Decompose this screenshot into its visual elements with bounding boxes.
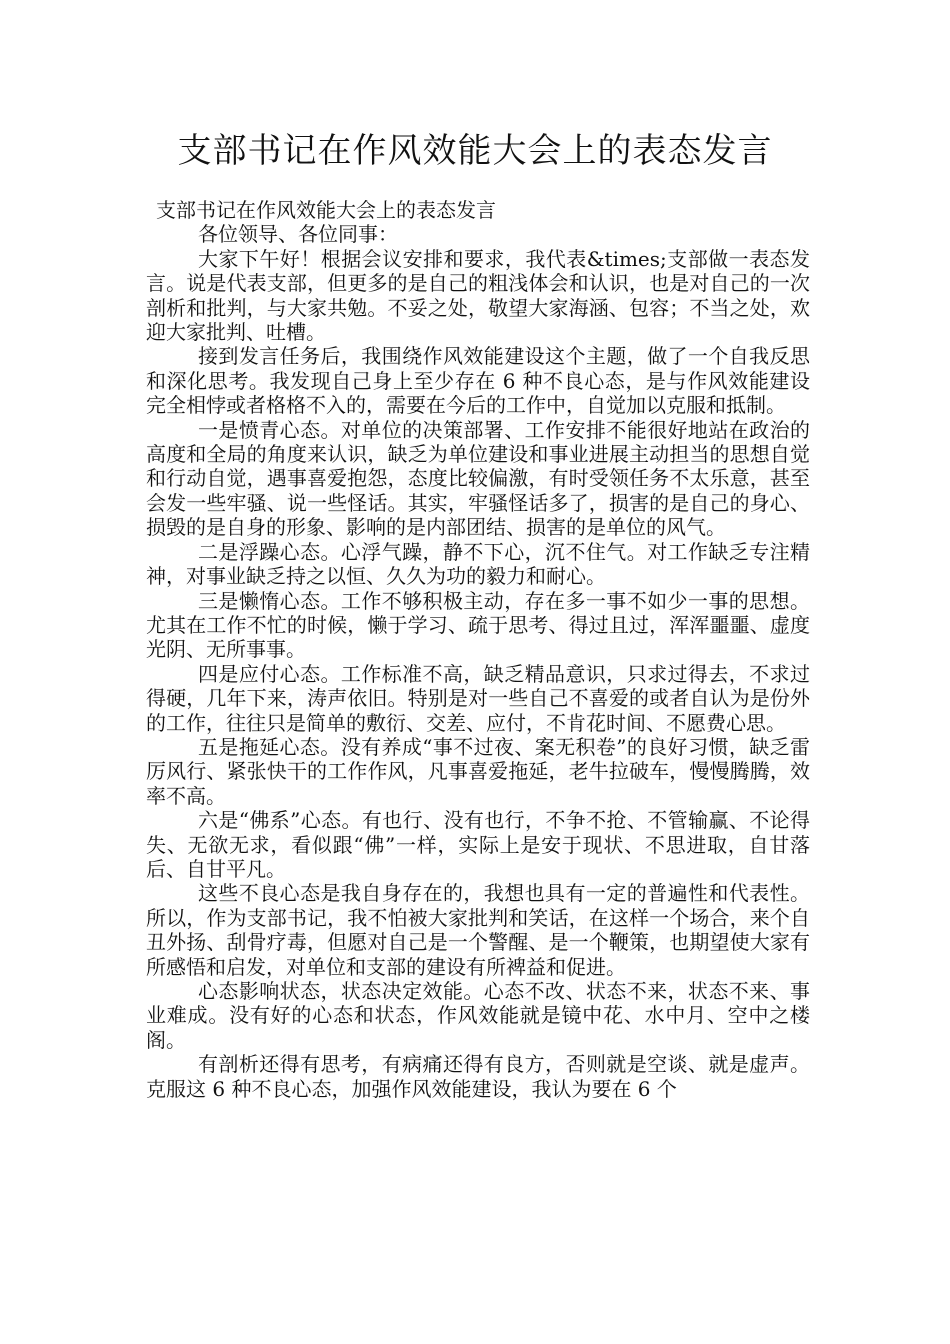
paragraph-remedy: 有剖析还得有思考，有病痛还得有良方，否则就是空谈、就是虚声。克服这 6 种不良心态，加强作风效能建设，我认为要在 6 个 (146, 1052, 810, 1101)
paragraph-mindset-4: 四是应付心态。工作标准不高，缺乏精品意识，只求过得去，不求过得硬，几年下来，涛声依旧。特别是对一些自己不喜爱的或者自认为是份外的工作，往往只是简单的敷衍、交差、应付，不肯花时间、不愿费心思。 (146, 661, 810, 735)
paragraph-mindset-6: 六是“佛系”心态。有也行、没有也行，不争不抢、不管输赢、不论得失、无欲无求，看似跟“佛”一样，实际上是安于现状、不思进取，自甘落后、自甘平凡。 (146, 808, 810, 881)
paragraph-summary: 这些不良心态是我自身存在的，我想也具有一定的普遍性和代表性。所以，作为支部书记，我不怕被大家批判和笑话，在这样一个场合，来个自丑外扬、刮骨疗毒，但愿对自己是一个警醒、是一个鞭策，也期望使大家有所感悟和启发，对单位和支部的建设有所裨益和促进。 (146, 881, 810, 979)
paragraph-reflection: 接到发言任务后，我围绕作风效能建设这个主题，做了一个自我反思和深化思考。我发现自己身上至少存在 6 种不良心态，是与作风效能建设完全相悖或者格格不入的，需要在今后的工作中，自觉加以克服和抵制。 (146, 344, 810, 418)
paragraph-mindset-5: 五是拖延心态。没有养成“事不过夜、案无积卷”的良好习惯，缺乏雷厉风行、紧张快干的工作作风，凡事喜爱拖延，老牛拉破车，慢慢腾腾，效率不高。 (146, 734, 810, 808)
document-title: 支部书记在作风效能大会上的表态发言 (177, 131, 773, 171)
greeting: 各位领导、各位同事： (198, 222, 398, 247)
document-body (146, 198, 810, 1101)
paragraph-opening: 大家下午好！根据会议安排和要求，我代表&times;支部做一表态发言。说是代表支部，但更多的是自己的粗浅体会和认识，也是对自己的一次剖析和批判，与大家共勉。不妥之处，敬望大家海涵、包容；不当之处，欢迎大家批判、吐槽。 (146, 246, 810, 345)
paragraph-mindset-3: 三是懒惰心态。工作不够积极主动，存在多一事不如少一事的思想。尤其在工作不忙的时候，懒于学习、疏于思考、得过且过，浑浑噩噩、虚度光阴、无所事事。 (146, 588, 810, 662)
document-subtitle: 支部书记在作风效能大会上的表态发言 (156, 198, 496, 222)
paragraph-state: 心态影响状态，状态决定效能。心态不改、状态不来，状态不来、事业难成。没有好的心态和状态，作风效能就是镜中花、水中月、空中之楼阁。 (146, 979, 810, 1052)
paragraph-mindset-1: 一是愤青心态。对单位的决策部署、工作安排不能很好地站在政治的高度和全局的角度来认识，缺乏为单位建设和事业进展主动担当的思想自觉和行动自觉，遇事喜爱抱怨，态度比较偏激，有时受领任务不太乐意，甚至会发一些牢骚、说一些怪话。其实，牢骚怪话多了，损害的是自己的身心、损毁的是自身的形象、影响的是内部团结、损害的是单位的风气。 (146, 417, 810, 540)
paragraph-mindset-2: 二是浮躁心态。心浮气躁，静不下心，沉不住气。对工作缺乏专注精神，对事业缺乏持之以恒、久久为功的毅力和耐心。 (146, 539, 810, 589)
